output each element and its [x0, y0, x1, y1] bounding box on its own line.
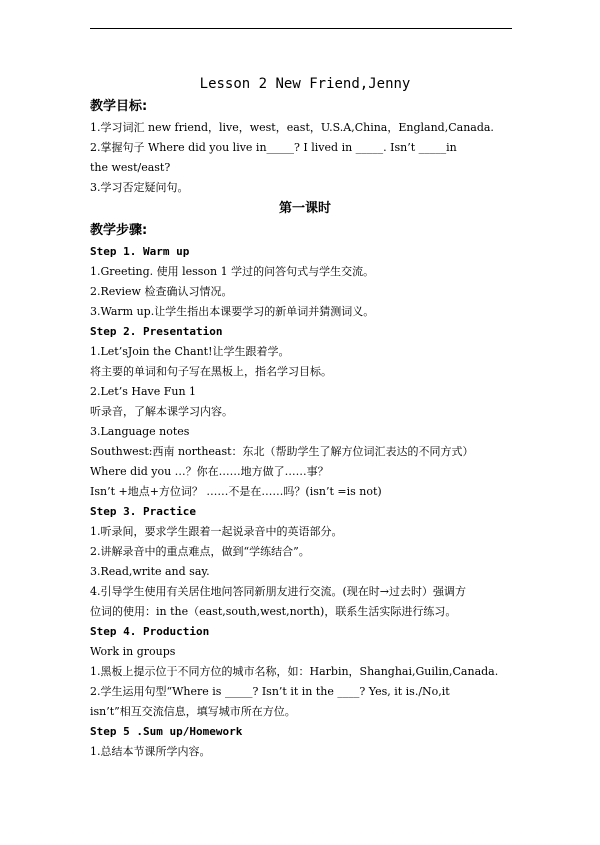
- lesson-title: Lesson 2 New Friend,Jenny: [199, 76, 411, 92]
- step-line: 1.听录间，要求学生跟着一起说录音中的英语部分。: [90, 525, 343, 538]
- step-line: 将主要的单词和句子写在黑板上，指名学习目标。: [90, 365, 332, 378]
- step-line: Where did you …？你在……地方做了……事？: [90, 465, 329, 478]
- document-content: [90, 74, 520, 762]
- step-title: Step 3. Practice: [90, 505, 196, 518]
- step-line: Isn’t +地点+方位词？ ……不是在……吗？(isn’t =is not): [90, 485, 382, 498]
- objective-line: the west/east?: [90, 161, 171, 174]
- step-line: 2.学生运用句型“Where is _____? Isn’t it in the ____? Yes, it is./No,it: [90, 685, 450, 698]
- step-line: 1.Greeting. 使用 lesson 1 学过的问答句式与学生交流。: [90, 265, 375, 278]
- objectives-heading: 教学目标:: [90, 99, 148, 114]
- step-line: 1.总结本节课所学内容。: [90, 745, 211, 758]
- step-line: 2.Let’s Have Fun 1: [90, 385, 197, 398]
- step-title: Step 1. Warm up: [90, 245, 190, 258]
- step-line: 3.Language notes: [90, 425, 190, 438]
- step-line: 1.黑板上提示位于不同方位的城市名称，如：Harbin，Shanghai,Guilin,Canada.: [90, 665, 499, 678]
- step-line: 2.讲解录音中的重点难点，做到“学练结合”。: [90, 545, 310, 558]
- step-title: Step 4. Production: [90, 625, 210, 638]
- step-line: 听录音，了解本课学习内容。: [90, 405, 233, 418]
- step-line: 位词的使用：in the（east,south,west,north)，联系生活实际进行练习。: [90, 605, 457, 618]
- step-line: Southwest:西南 northeast：东北（帮助学生了解方位词汇表达的不同方式）: [90, 445, 474, 458]
- step-line: 4.引导学生使用有关居住地问答同新朋友进行交流。(现在时→过去时）强调方: [90, 585, 467, 598]
- top-rule-divider: [90, 28, 512, 29]
- lesson-period-heading: 第一课时: [278, 201, 331, 216]
- step-title: Step 2. Presentation: [90, 325, 223, 338]
- step-line: isn’t”相互交流信息，填写城市所在方位。: [90, 705, 296, 718]
- step-title: Step 5 .Sum up/Homework: [90, 725, 243, 738]
- step-line: 1.Let’sJoin the Chant!让学生跟着学。: [90, 345, 290, 358]
- objective-line: 1.学习词汇 new friend，live，west，east，U.S.A,China，England,Canada.: [90, 121, 494, 134]
- steps-heading: 教学步骤:: [90, 223, 148, 238]
- objective-line: 3.学习否定疑问句。: [90, 181, 189, 194]
- step-line: 3.Warm up.让学生指出本课要学习的新单词并猜测词义。: [90, 305, 375, 318]
- objective-line: 2.掌握句子 Where did you live in_____? I lived in _____. Isn’t _____in: [90, 141, 457, 154]
- step-line: 2.Review 检查确认习情况。: [90, 285, 233, 298]
- step-line: 3.Read,write and say.: [90, 565, 210, 578]
- step-line: Work in groups: [90, 645, 176, 658]
